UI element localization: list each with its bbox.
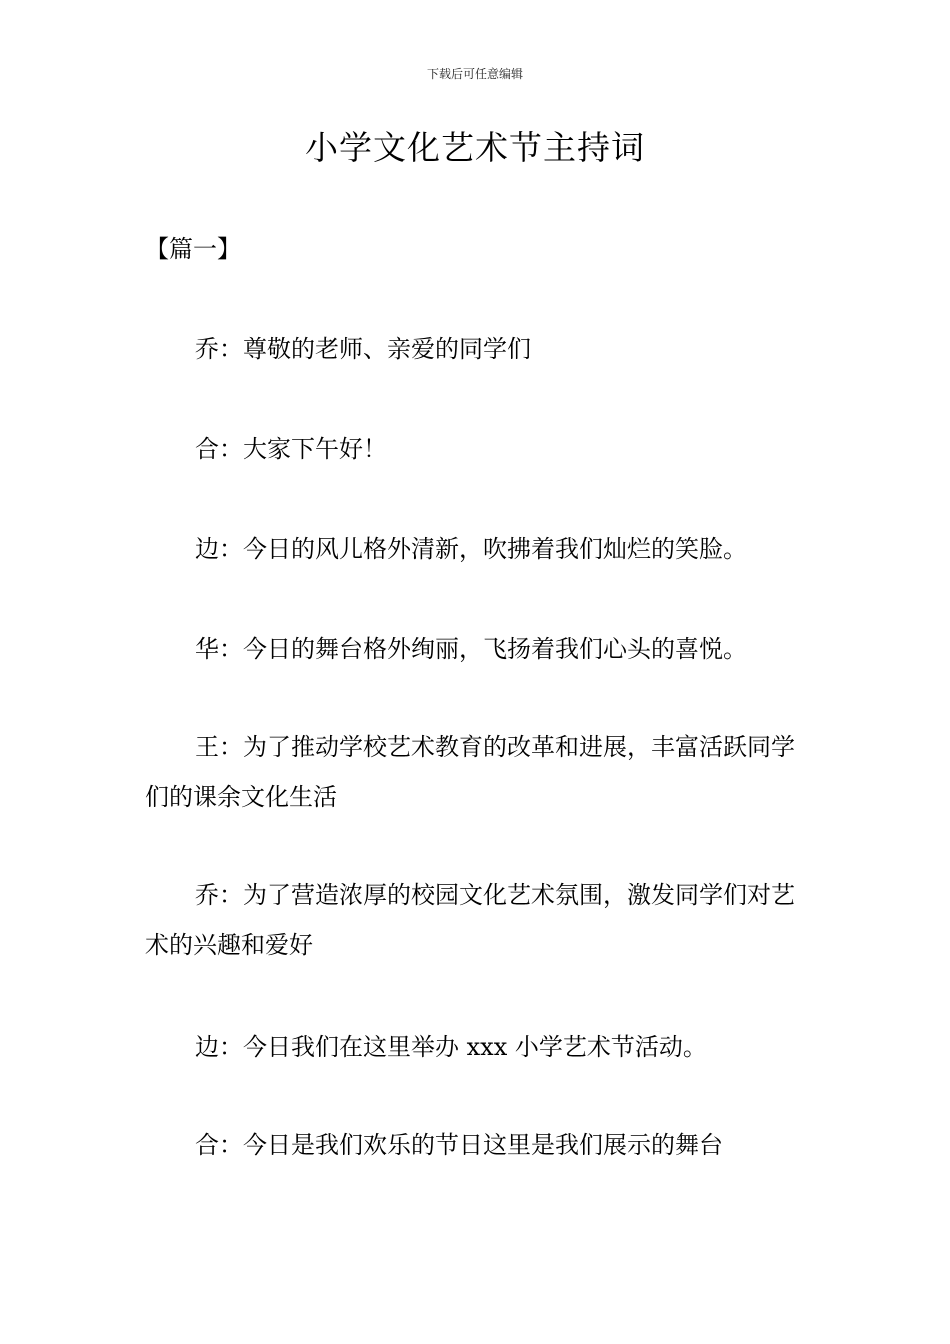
paragraph-6: 乔：为了营造浓厚的校园文化艺术氛围，激发同学们对艺术的兴趣和爱好	[145, 881, 795, 959]
page-header-note: 下载后可任意编辑	[426, 67, 523, 81]
paragraph-1: 乔：尊敬的老师、亲爱的同学们	[195, 335, 531, 363]
paragraph-5: 王：为了推动学校艺术教育的改革和进展，丰富活跃同学们的课余文化生活	[145, 733, 795, 811]
section-label: 【篇一】	[145, 235, 241, 263]
document-title: 小学文化艺术节主持词	[305, 128, 645, 167]
paragraph-7: 边：今日我们在这里举办 xxx 小学艺术节活动。	[195, 1033, 707, 1061]
paragraph-3: 边：今日的风儿格外清新，吹拂着我们灿烂的笑脸。	[195, 535, 747, 563]
paragraph-8: 合：今日是我们欢乐的节日这里是我们展示的舞台	[195, 1131, 723, 1159]
paragraph-2: 合：大家下午好！	[195, 435, 387, 463]
paragraph-4: 华：今日的舞台格外绚丽，飞扬着我们心头的喜悦。	[195, 635, 747, 663]
